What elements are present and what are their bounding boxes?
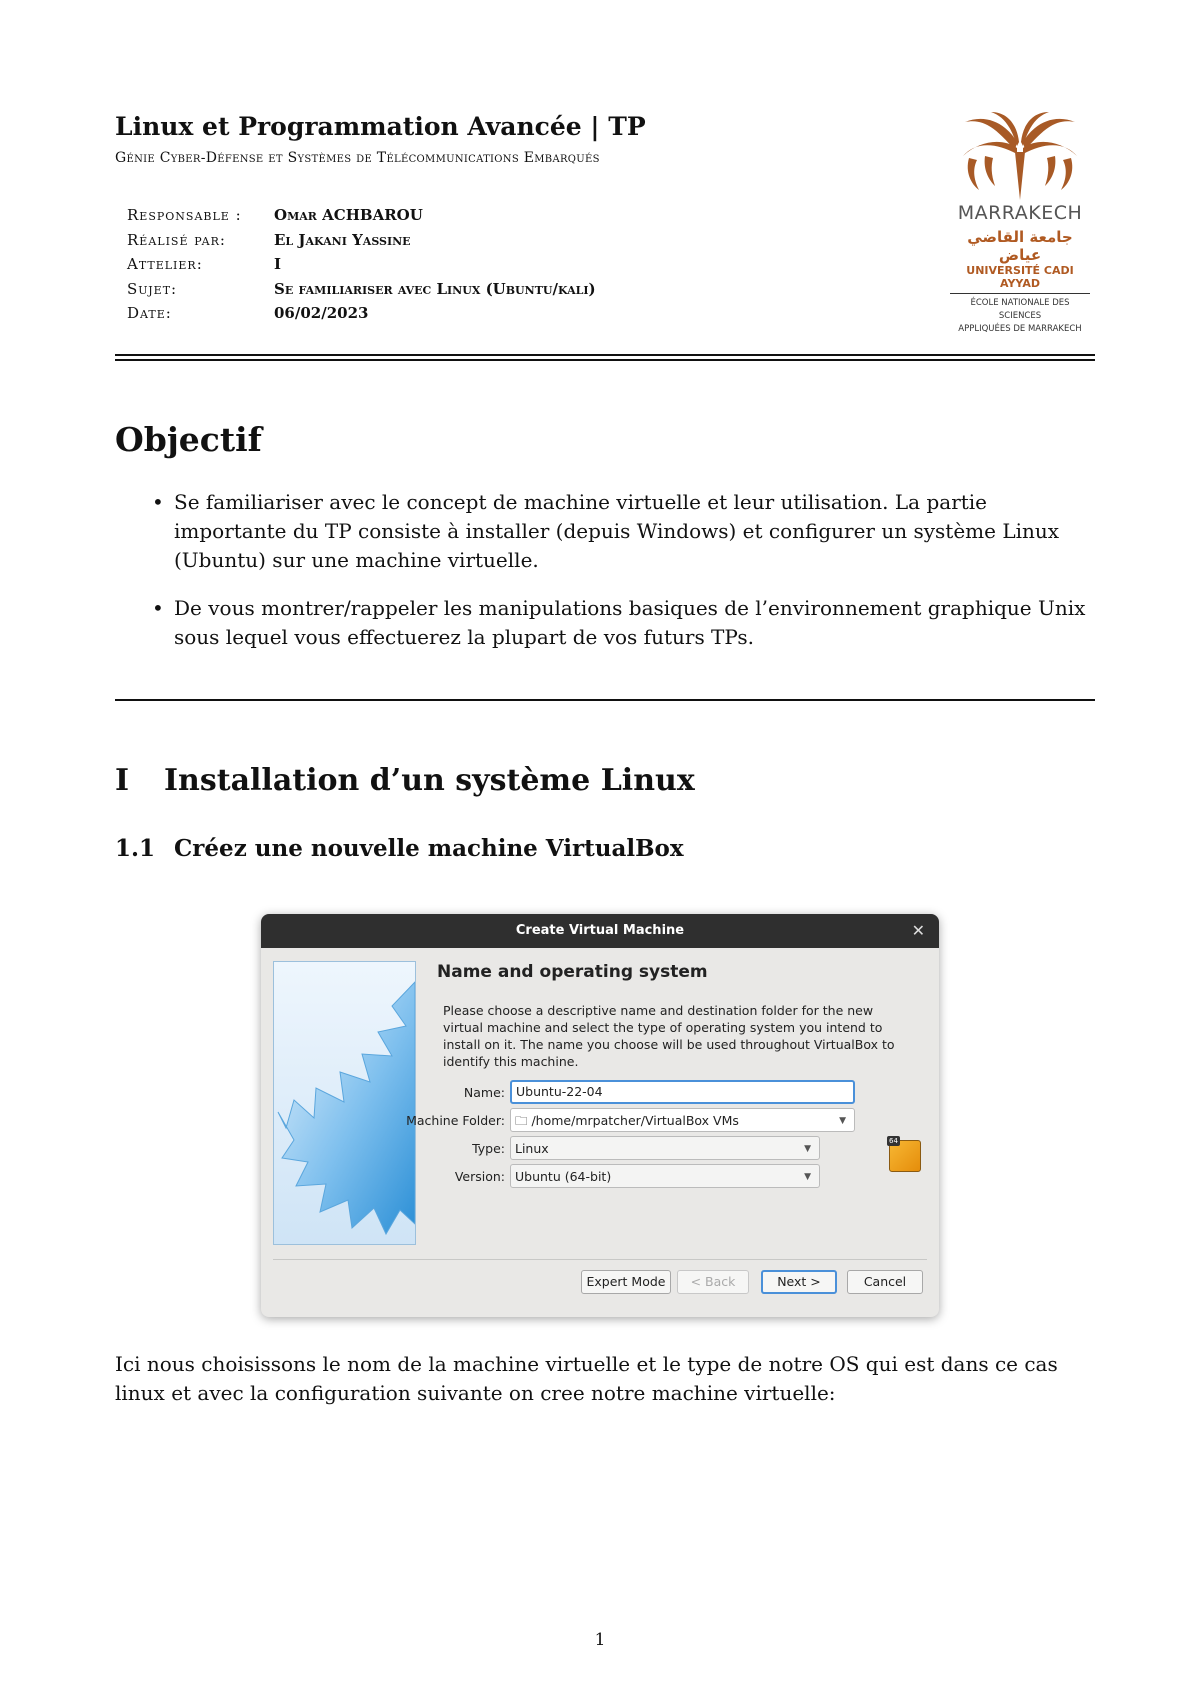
page-number: 1 <box>594 1630 606 1650</box>
university-logo <box>950 112 1090 334</box>
machine-folder-select[interactable] <box>510 1108 855 1132</box>
dialog-title: Create Virtual Machine <box>515 923 685 938</box>
expert-mode-button[interactable]: Expert Mode <box>581 1270 671 1294</box>
section-heading <box>115 763 695 798</box>
meta-label: Responsable : <box>127 206 242 225</box>
meta-table <box>127 203 596 326</box>
type-select[interactable] <box>510 1136 820 1160</box>
meta-value: Omar ACHBAROU <box>274 206 423 225</box>
chevron-down-icon: ▼ <box>804 1144 811 1154</box>
logo-city: MARRAKECH <box>957 202 1083 224</box>
version-label: Version: <box>454 1169 505 1184</box>
type-label: Type: <box>472 1141 505 1156</box>
meta-row-atelier <box>127 252 596 277</box>
subsection-number: 1.1 <box>115 835 156 862</box>
dialog-titlebar <box>261 914 939 948</box>
course-title: Linux et Programmation Avancée | TP <box>115 112 646 141</box>
logo-school-line2: APPLIQUÉES DE MARRAKECH <box>958 324 1082 334</box>
logo-arabic: جامعة القاضي عياض <box>967 228 1073 264</box>
course-subtitle: Génie Cyber-Défense et Systèmes de Télécommunications Embarqués <box>115 150 600 166</box>
virtualbox-dialog-screenshot <box>261 914 939 1317</box>
section-number: I <box>115 763 130 798</box>
meta-value: Se familiariser avec Linux (Ubuntu/kali) <box>274 279 596 298</box>
palm-emblem-icon <box>955 112 1085 202</box>
meta-row-realise <box>127 228 596 253</box>
wizard-heading: Name and operating system <box>437 962 708 982</box>
subsection-heading <box>115 835 684 862</box>
meta-value: I <box>274 255 282 274</box>
logo-university: UNIVERSITÉ CADI AYYAD <box>950 264 1090 294</box>
objectif-list <box>150 488 1095 671</box>
wizard-description: Please choose a descriptive name and destination folder for the new virtual machine and select the type of operating system you intend to install on it. The name you choose will be used throughout VirtualBox to identify this machine. <box>443 1003 895 1069</box>
list-item: • De vous montrer/rappeler les manipulations basiques de l’environnement graphique Unix sous lequel vous effectuerez la plupart de vos futurs TPs. <box>150 594 1095 652</box>
logo-school-line1: ÉCOLE NATIONALE DES SCIENCES <box>970 298 1070 321</box>
wizard-illustration <box>273 961 416 1245</box>
meta-label: Sujet: <box>127 279 178 298</box>
body-paragraph: Ici nous choisissons le nom de la machine virtuelle et le type de notre OS qui est dans ce cas linux et avec la configuration suivante on cree notre machine virtuelle: <box>115 1352 1058 1405</box>
os-bits-badge: 64 <box>887 1136 900 1146</box>
name-label: Name: <box>463 1085 505 1100</box>
logo-school <box>950 297 1090 336</box>
next-button[interactable]: Next > <box>761 1270 837 1294</box>
meta-value: 06/02/2023 <box>274 304 369 323</box>
meta-row-sujet <box>127 277 596 302</box>
version-value: Ubuntu (64-bit) <box>515 1169 612 1184</box>
meta-label: Attelier: <box>127 255 203 274</box>
version-select[interactable] <box>510 1164 820 1188</box>
type-value: Linux <box>515 1141 549 1156</box>
dialog-separator <box>273 1259 927 1260</box>
meta-label: Date: <box>127 304 172 323</box>
chevron-down-icon: ▼ <box>804 1172 811 1182</box>
machine-folder-value: 🗀 /home/mrpatcher/VirtualBox VMs <box>515 1113 739 1128</box>
back-button[interactable]: < Back <box>677 1270 749 1294</box>
meta-row-responsable <box>127 203 596 228</box>
section-title: Installation d’un système Linux <box>164 763 695 798</box>
objectif-heading: Objectif <box>115 420 262 459</box>
meta-label: Réalisé par: <box>127 230 226 249</box>
list-item: • Se familiariser avec le concept de machine virtuelle et leur utilisation. La partie importante du TP consiste à installer (depuis Windows) et configurer un système Linux (Ubuntu) sur une machine virtuelle. <box>150 488 1095 575</box>
section-divider <box>115 699 1095 701</box>
header-divider <box>115 354 1095 361</box>
chevron-down-icon: ▼ <box>839 1116 846 1126</box>
close-icon[interactable]: ✕ <box>911 921 925 940</box>
meta-row-date <box>127 301 596 326</box>
starburst-icon <box>274 962 415 1244</box>
name-input[interactable]: Ubuntu-22-04 <box>510 1080 855 1104</box>
meta-value: El Jakani Yassine <box>274 230 411 249</box>
subsection-title: Créez une nouvelle machine VirtualBox <box>174 835 684 862</box>
folder-label: Machine Folder: <box>406 1113 505 1128</box>
cancel-button[interactable]: Cancel <box>847 1270 923 1294</box>
